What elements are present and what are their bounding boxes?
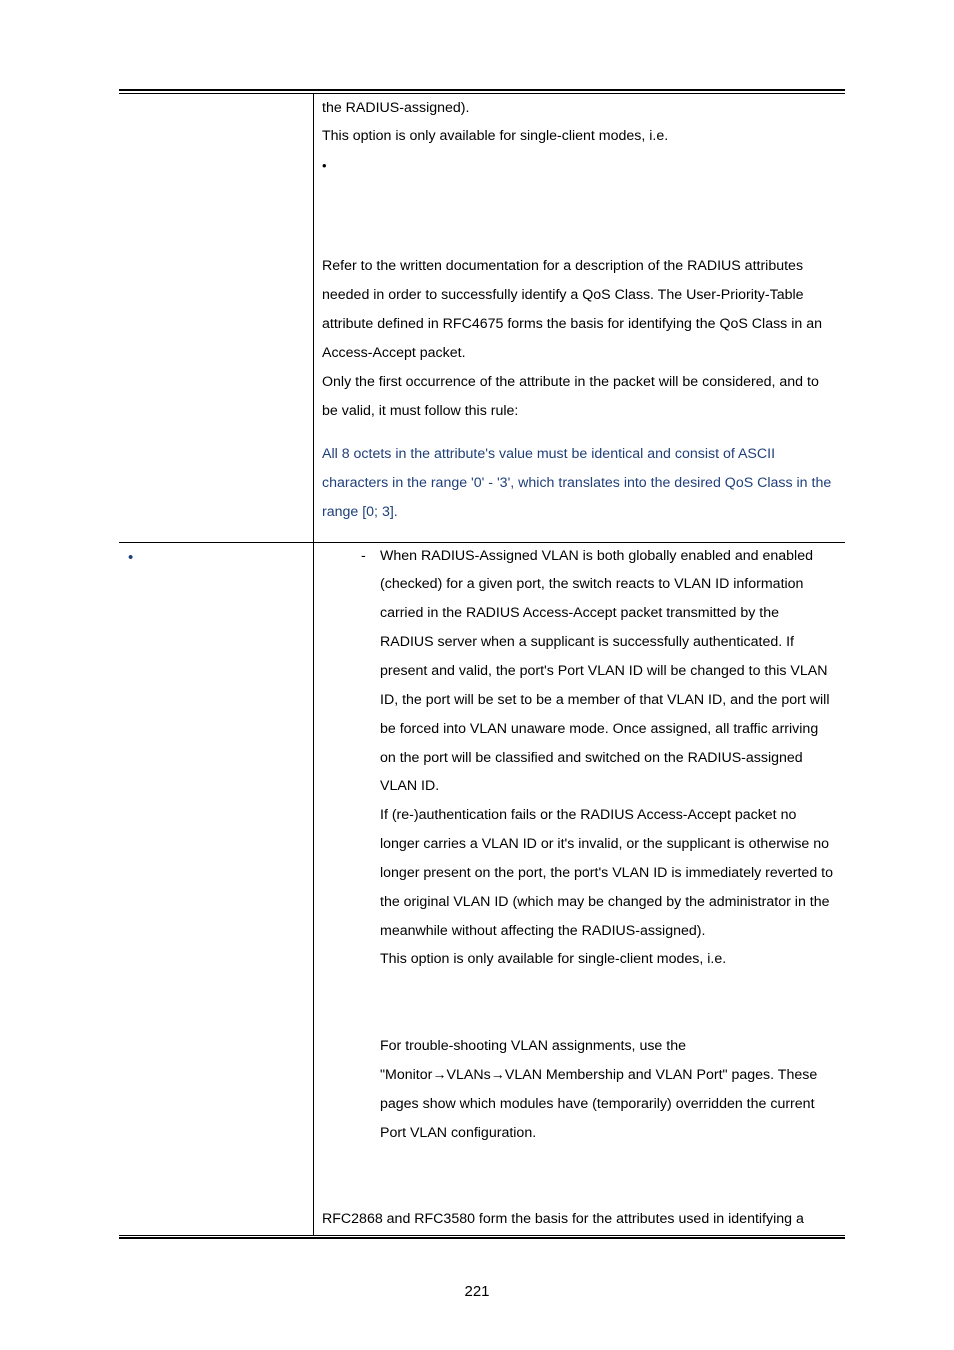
table-bottom-rule	[119, 1237, 845, 1239]
qos-rule-line: range [0; 3].	[322, 504, 398, 520]
dash-marker: -	[361, 548, 366, 564]
single-client-note: This option is only available for single-client modes, i.e.	[322, 128, 669, 144]
qos-paragraph-line: needed in order to successfully identify a QoS Class. The User-Priority-Table	[322, 287, 804, 303]
qos-rule-line: characters in the range '0' - '3', which translates into the desired QoS Class in the	[322, 475, 832, 491]
qos-paragraph-line: Access-Accept packet.	[322, 345, 466, 361]
qos-rule-line: All 8 octets in the attribute's value must be identical and consist of ASCII	[322, 446, 776, 462]
vlan-paragraph-line: longer carries a VLAN ID or it's invalid, or the supplicant is otherwise no	[380, 836, 830, 852]
vlan-paragraph-line: meanwhile without affecting the RADIUS-assigned).	[380, 923, 706, 939]
table-top-rule-inner	[119, 93, 845, 94]
page-number: 221	[464, 1283, 490, 1300]
vlan-paragraph-line: ID, the port will be set to be a member of that VLAN ID, and the port will	[380, 692, 830, 708]
bullet-icon: •	[322, 158, 327, 173]
table-top-rule	[119, 89, 845, 91]
qos-paragraph-line: be valid, it must follow this rule:	[322, 403, 519, 419]
qos-paragraph-line: attribute defined in RFC4675 forms the basis for identifying the QoS Class in an	[322, 316, 822, 332]
vlan-paragraph-line: RADIUS server when a supplicant is successfully authenticated. If	[380, 634, 794, 650]
vlan-paragraph-line: VLAN ID.	[380, 778, 440, 794]
vlan-paragraph-line: on the port will be classified and switched on the RADIUS-assigned	[380, 750, 803, 766]
table-bottom-rule-inner	[119, 1235, 845, 1236]
trouble-shooting-line: For trouble-shooting VLAN assignments, use the	[380, 1038, 686, 1054]
qos-paragraph-line: Refer to the written documentation for a description of the RADIUS attributes	[322, 258, 804, 274]
rfc-reference-line: RFC2868 and RFC3580 form the basis for the attributes used in identifying a	[322, 1211, 804, 1227]
trouble-shooting-line: pages show which modules have (temporarily) overridden the current	[380, 1096, 815, 1112]
qos-paragraph-line: Only the first occurrence of the attribute in the packet will be considered, and to	[322, 374, 819, 390]
vlan-paragraph-line: longer present on the port, the port's VLAN ID is immediately reverted to	[380, 865, 833, 881]
vlan-paragraph-line: be forced into VLAN unaware mode. Once assigned, all traffic arriving	[380, 721, 819, 737]
vlan-paragraph-line: (checked) for a given port, the switch reacts to VLAN ID information	[380, 576, 804, 592]
vlan-paragraph-line: If (re-)authentication fails or the RADIUS Access-Accept packet no	[380, 807, 797, 823]
vlan-paragraph-line: present and valid, the port's Port VLAN ID will be changed to this VLAN	[380, 663, 828, 679]
bullet-icon: •	[128, 549, 134, 566]
column-divider	[313, 94, 314, 1236]
vlan-paragraph-line: carried in the RADIUS Access-Accept packet transmitted by the	[380, 605, 779, 621]
vlan-paragraph-line: the original VLAN ID (which may be changed by the administrator in the	[380, 894, 830, 910]
vlan-paragraph-line: When RADIUS-Assigned VLAN is both globally enabled and enabled	[380, 548, 813, 564]
continued-text: the RADIUS-assigned).	[322, 100, 470, 116]
trouble-shooting-line: Port VLAN configuration.	[380, 1125, 537, 1141]
vlan-paragraph-line: This option is only available for single-client modes, i.e.	[380, 951, 727, 967]
trouble-shooting-line: "Monitor→VLANs→VLAN Membership and VLAN Port" pages. These	[380, 1067, 818, 1083]
